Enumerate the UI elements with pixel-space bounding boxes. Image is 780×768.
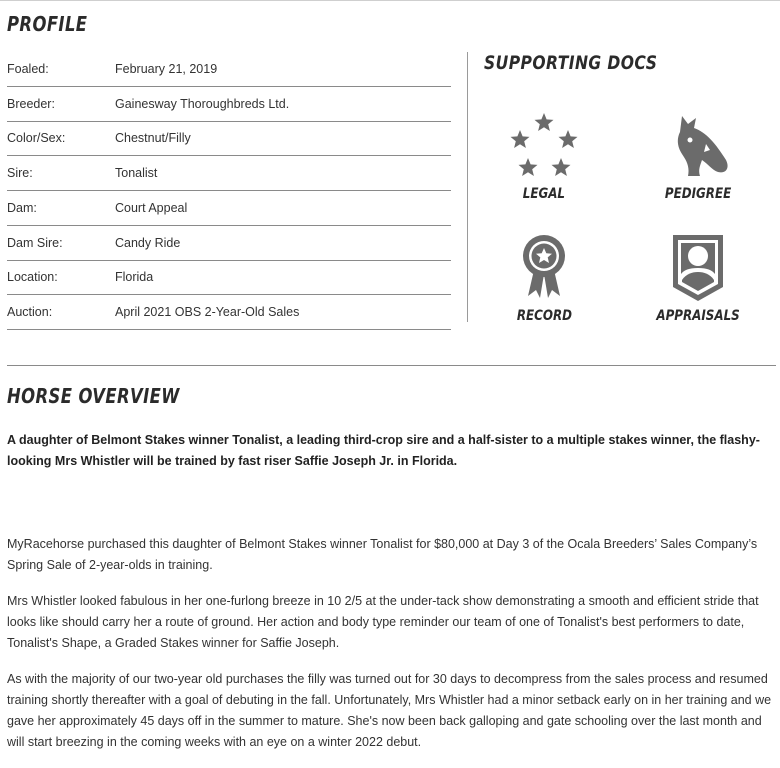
profile-table	[7, 52, 451, 330]
overview-paragraph: Mrs Whistler looked fabulous in her one-furlong breeze in 10 2/5 at the under-tack show demonstrating a smooth and efficient stride that looks like should carry her a route of ground. Her action and body type reminder our team of one of Tonalist's best performers to date, Tonalist's Shape, a Graded Stakes winner for Saffie Joseph.	[7, 594, 759, 650]
overview-paragraph: MyRacehorse purchased this daughter of Belmont Stakes winner Tonalist for $80,000 at Day 3 of the Ocala Breeders’ Sales Company’s Spring Sale of 2-year-olds in training.	[7, 537, 758, 572]
portrait-badge-icon	[660, 232, 736, 304]
top-divider	[0, 0, 780, 1]
doc-label: RECORD	[516, 308, 572, 324]
doc-record-link[interactable]	[484, 232, 604, 325]
profile-label: Auction:	[7, 305, 53, 320]
overview-body	[7, 430, 775, 768]
profile-label: Breeder:	[7, 96, 55, 111]
doc-label: APPRAISALS	[656, 308, 740, 324]
supporting-docs-heading: SUPPORTING DOCS	[484, 52, 658, 74]
profile-label: Foaled:	[7, 61, 49, 76]
overview-lead: A daughter of Belmont Stakes winner Tonalist, a leading third-crop sire and a half-sister to a multiple stakes winner, the flashy-looking Mrs Whistler will be trained by fast riser Saffie Joseph Jr. in Florida.	[7, 433, 760, 468]
doc-label: PEDIGREE	[664, 186, 732, 202]
doc-label: LEGAL	[522, 186, 566, 202]
stars-icon	[506, 110, 582, 182]
profile-label: Dam:	[7, 200, 37, 215]
doc-pedigree-link[interactable]	[638, 110, 758, 203]
profile-row-sire	[7, 156, 451, 191]
profile-value: Court Appeal	[115, 200, 188, 215]
profile-value: Tonalist	[115, 166, 158, 181]
profile-label: Sire:	[7, 166, 33, 181]
profile-row-foaled	[7, 52, 451, 87]
vertical-divider	[467, 52, 468, 322]
section-divider	[7, 365, 776, 366]
profile-row-dam	[7, 191, 451, 226]
profile-label: Dam Sire:	[7, 235, 63, 250]
ribbon-award-icon	[506, 232, 582, 304]
profile-value: February 21, 2019	[115, 61, 218, 76]
profile-row-breeder	[7, 87, 451, 122]
profile-value: Candy Ride	[115, 235, 181, 250]
profile-value: Florida	[115, 270, 154, 285]
profile-row-auction	[7, 295, 451, 330]
doc-appraisals-link[interactable]	[638, 232, 758, 325]
horse-head-icon	[660, 110, 736, 182]
profile-label: Location:	[7, 270, 58, 285]
profile-value: April 2021 OBS 2-Year-Old Sales	[115, 305, 300, 320]
overview-paragraph: As with the majority of our two-year old purchases the filly was turned out for 30 days to decompress from the sales process and resumed training shortly thereafter with a goal of debuting in the fall. Unfortunately, Mrs Whistler had a minor setback early on in her training and we gave her approximately 45 days off in the summer to mature. She's now been back galloping and gate schooling over the last month and will start breezing in the coming weeks with an eye on a winter 2022 debut.	[7, 672, 772, 749]
profile-row-location	[7, 261, 451, 296]
profile-label: Color/Sex:	[7, 131, 66, 146]
profile-value: Chestnut/Filly	[115, 131, 191, 146]
doc-legal-link[interactable]	[484, 110, 604, 203]
profile-row-dam-sire	[7, 226, 451, 261]
profile-value: Gainesway Thoroughbreds Ltd.	[115, 96, 290, 111]
profile-heading: PROFILE	[7, 12, 88, 36]
profile-row-color-sex	[7, 122, 451, 157]
horse-overview-heading: HORSE OVERVIEW	[7, 384, 180, 408]
